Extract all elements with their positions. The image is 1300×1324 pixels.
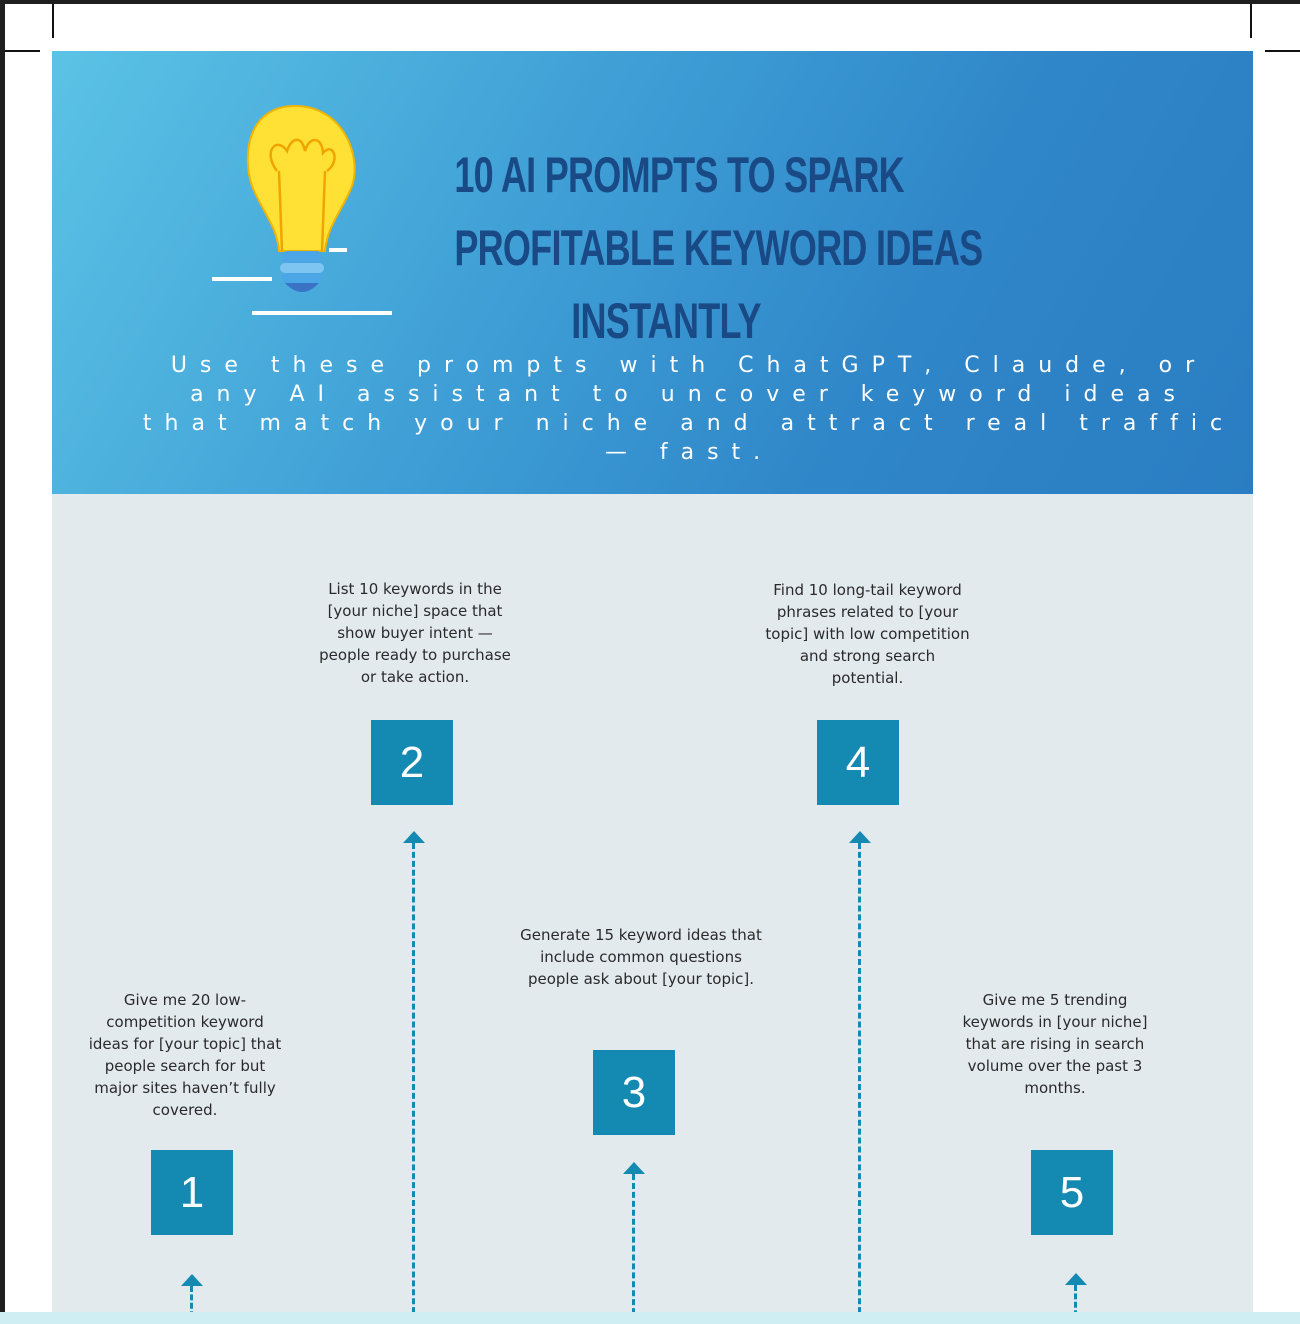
window-frame-top xyxy=(0,0,1300,4)
title-line: 10 AI PROMPTS TO SPARK xyxy=(454,147,904,203)
title-line: INSTANTLY xyxy=(571,293,761,349)
crop-mark xyxy=(52,4,54,38)
window-frame-left xyxy=(0,0,5,1324)
lightbulb-icon xyxy=(207,101,397,326)
title-line: PROFITABLE KEYWORD IDEAS xyxy=(454,220,983,276)
bottom-strip xyxy=(0,1312,1300,1324)
infographic-page xyxy=(52,51,1253,1324)
step-5-number: 5 xyxy=(1031,1150,1113,1235)
step-3-number: 3 xyxy=(593,1050,675,1135)
step-3-arrow xyxy=(622,1162,646,1324)
crop-mark xyxy=(1250,4,1252,38)
step-2-number: 2 xyxy=(371,720,453,805)
step-1-text: Give me 20 low-competition keyword ideas for [your topic] that people search for but major sites haven’t fully covered. xyxy=(88,991,282,1119)
step-4-number: 4 xyxy=(817,720,899,805)
step-4-arrow xyxy=(848,831,872,1324)
step-2-arrow xyxy=(402,831,426,1324)
step-4-text: Find 10 long-tail keyword phrases related to [your topic] with low competition and strong search potential. xyxy=(765,581,970,687)
header-banner xyxy=(52,51,1253,494)
step-5-text: Give me 5 trending keywords in [your niche] that are rising in search volume over the past 3 months. xyxy=(962,991,1148,1097)
crop-mark xyxy=(1265,50,1300,52)
crop-mark xyxy=(5,50,40,52)
subtitle: Use these prompts with ChatGPT, Claude, or any AI assistant to uncover keyword ideas that match your niche and attract real traffic — fast. xyxy=(142,353,1236,465)
page-title xyxy=(372,139,983,358)
step-3-text: Generate 15 keyword ideas that include common questions people ask about [your topic]. xyxy=(520,926,762,988)
step-1-number: 1 xyxy=(151,1150,233,1235)
step-2-text: List 10 keywords in the [your niche] space that show buyer intent — people ready to purchase or take action. xyxy=(319,580,511,686)
